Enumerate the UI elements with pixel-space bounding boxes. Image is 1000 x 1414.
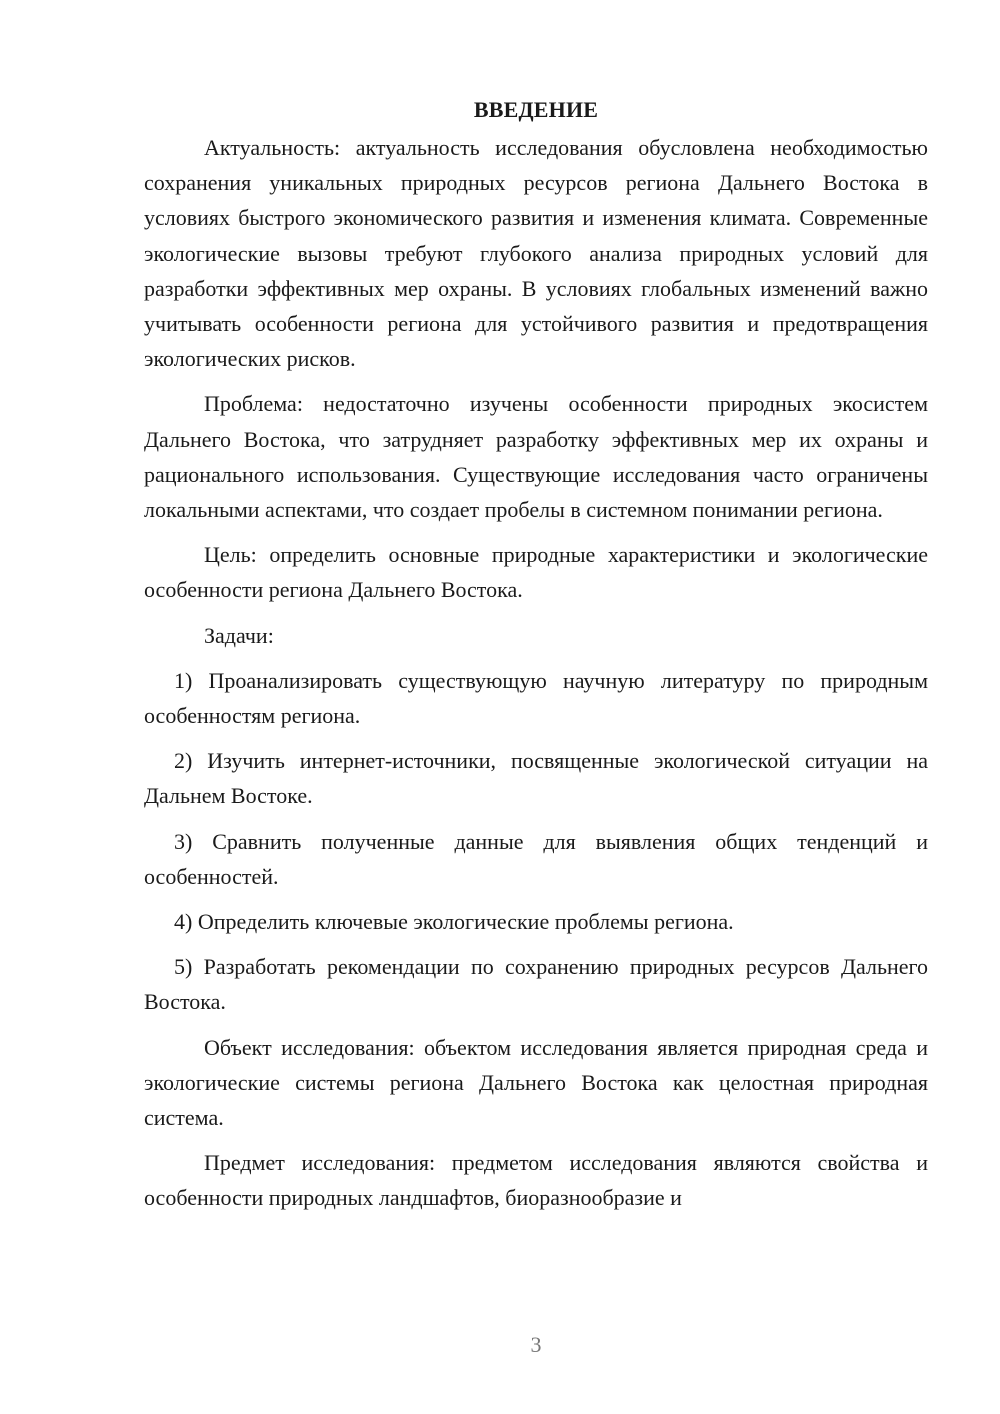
paragraph-tasks-label: Задачи: bbox=[204, 622, 274, 648]
task-item: 2) Изучить интернет-источники, посвященные экологической ситуации на Дальнем Востоке. bbox=[144, 748, 928, 809]
paragraph-object: Объект исследования: объектом исследования является природная среда и экологические системы региона Дальнего Востока как целостная природная система. bbox=[144, 1034, 928, 1131]
task-item: 5) Разработать рекомендации по сохранению природных ресурсов Дальнего Востока. bbox=[144, 954, 928, 1015]
paragraph-problem: Проблема: недостаточно изучены особенности природных экосистем Дальнего Востока, что затрудняет разработку эффективных мер их охраны и рационального использования. Существующие исследования часто ограничены локальными аспектами, что создает пробелы в системном понимании региона. bbox=[144, 391, 928, 523]
task-item: 1) Проанализировать существующую научную литературу по природным особенностям региона. bbox=[144, 667, 928, 729]
section-heading: ВВЕДЕНИЕ bbox=[473, 97, 599, 122]
paragraph-relevance: Актуальность: актуальность исследования обусловлена необходимостью сохранения уникальных природных ресурсов региона Дальнего Востока в условиях быстрого экономического развития и изменения климата. Современные экологические вызовы требуют глубокого анализа природных условий для разработки эффективных мер охраны. В условиях глобальных изменений важно учитывать особенности региона для устойчивого развития и предотвращения экологических рисков. bbox=[144, 135, 928, 372]
task-item: 3) Сравнить полученные данные для выявления общих тенденций и особенностей. bbox=[144, 828, 928, 889]
page-number: 3 bbox=[530, 1332, 542, 1357]
page-content bbox=[144, 92, 928, 1226]
paragraph-subject: Предмет исследования: предметом исследования являются свойства и особенности природных ландшафтов, биоразнообразие и bbox=[144, 1150, 928, 1211]
task-item: 4) Определить ключевые экологические проблемы региона. bbox=[174, 909, 734, 935]
paragraph-goal: Цель: определить основные природные характеристики и экологические особенности региона Дальнего Востока. bbox=[144, 542, 928, 603]
